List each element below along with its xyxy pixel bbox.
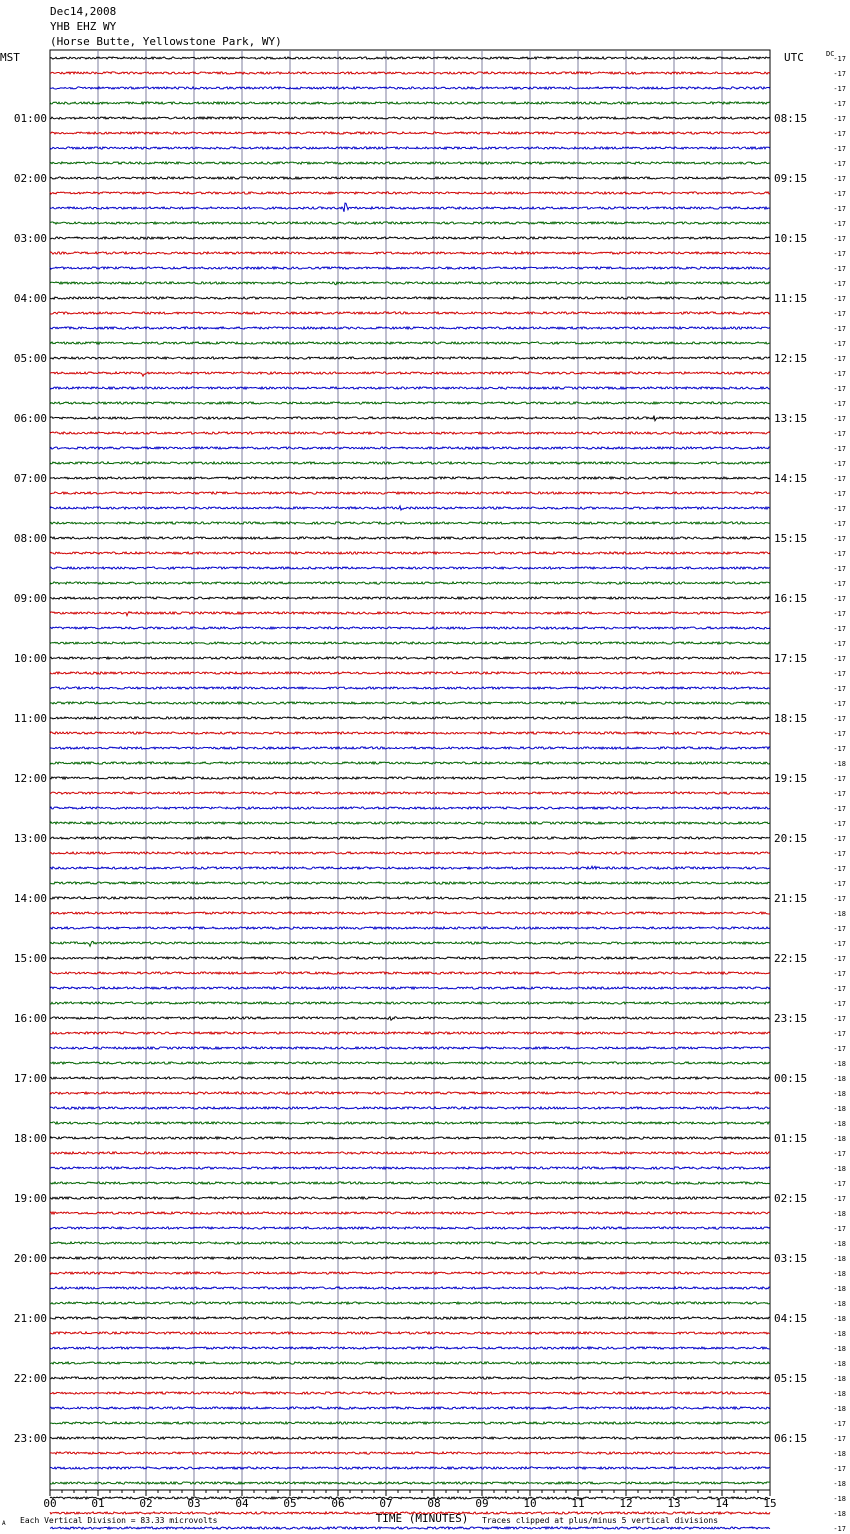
dc-offset-label: -18 [833, 1495, 846, 1503]
dc-offset-label: -18 [833, 910, 846, 918]
left-hour-label: 19:00 [13, 1192, 47, 1205]
right-hour-label: 02:15 [774, 1192, 808, 1205]
seismic-trace [50, 192, 770, 194]
seismic-trace [50, 627, 770, 629]
dc-offset-label: -17 [833, 445, 846, 453]
seismic-trace [50, 537, 770, 539]
dc-offset-label: -17 [833, 1000, 846, 1008]
dc-offset-label: -18 [833, 1375, 846, 1383]
dc-offset-label: -18 [833, 1360, 846, 1368]
dc-offset-label: -17 [833, 790, 846, 798]
dc-offset-label: -17 [833, 700, 846, 708]
right-hour-label: 13:15 [774, 412, 808, 425]
seismic-trace [50, 732, 770, 734]
dc-offset-label: -17 [833, 580, 846, 588]
right-hour-label: 23:15 [774, 1012, 808, 1025]
dc-offset-label: -17 [833, 550, 846, 558]
seismic-trace [50, 1332, 770, 1334]
seismic-trace [50, 642, 770, 644]
seismic-trace [50, 927, 770, 929]
seismic-trace [50, 506, 770, 510]
seismic-trace [50, 1212, 770, 1214]
seismic-trace [50, 957, 770, 959]
left-hour-label: 06:00 [13, 412, 47, 425]
x-tick-label: 12 [619, 1497, 633, 1510]
left-hour-label: 05:00 [13, 352, 47, 365]
dc-offset-label: -18 [833, 1390, 846, 1398]
seismic-trace [50, 1152, 770, 1154]
dc-offset-label: -18 [833, 1270, 846, 1278]
seismic-trace [50, 777, 770, 779]
seismic-trace [50, 1077, 770, 1079]
seismic-trace [50, 1467, 770, 1469]
seismic-trace [50, 672, 770, 674]
dc-offset-label: -17 [833, 610, 846, 618]
right-hour-label: 18:15 [774, 712, 808, 725]
dc-offset-label: -18 [833, 1090, 846, 1098]
seismic-trace [50, 1302, 770, 1304]
x-tick-label: 08 [427, 1497, 441, 1510]
dc-offset-label: -17 [833, 160, 846, 168]
x-tick-label: 02 [139, 1497, 153, 1510]
seismic-trace [50, 1137, 770, 1139]
right-hour-label: 17:15 [774, 652, 808, 665]
right-hour-label: 15:15 [774, 532, 808, 545]
seismic-trace [50, 702, 770, 704]
left-hour-label: 23:00 [13, 1432, 47, 1445]
seismic-trace [50, 837, 770, 839]
left-hour-label: 22:00 [13, 1372, 47, 1385]
seismic-trace [50, 972, 770, 974]
right-hour-label: 08:15 [774, 112, 808, 125]
dc-offset-label: -18 [833, 1315, 846, 1323]
seismic-trace [50, 267, 770, 269]
dc-offset-label: -17 [833, 685, 846, 693]
x-tick-label: 07 [379, 1497, 393, 1510]
dc-offset-label: -17 [833, 325, 846, 333]
right-hour-label: 21:15 [774, 892, 808, 905]
seismic-trace [50, 1347, 770, 1349]
dc-offset-label: -17 [833, 640, 846, 648]
dc-offset-label: -17 [833, 895, 846, 903]
seismic-trace [50, 1182, 770, 1184]
dc-offset-label: -17 [833, 265, 846, 273]
dc-offset-label: -17 [833, 715, 846, 723]
seismic-trace [50, 1017, 770, 1021]
dc-offset-label: -17 [833, 400, 846, 408]
dc-offset-label: -18 [833, 1330, 846, 1338]
left-hour-label: 10:00 [13, 652, 47, 665]
dc-offset-label: -17 [833, 235, 846, 243]
dc-offset-label: -17 [833, 1465, 846, 1473]
right-hour-label: 05:15 [774, 1372, 808, 1385]
x-tick-label: 04 [235, 1497, 249, 1510]
seismic-trace [50, 687, 770, 689]
right-hour-label: 20:15 [774, 832, 808, 845]
seismic-trace [50, 987, 770, 989]
dc-offset-label: -17 [833, 1015, 846, 1023]
seismic-trace [50, 162, 770, 164]
seismic-trace [50, 1317, 770, 1319]
seismic-trace [50, 492, 770, 494]
dc-offset-label: -17 [833, 625, 846, 633]
x-tick-label: 13 [667, 1497, 681, 1510]
dc-offset-label: -18 [833, 1165, 846, 1173]
plot-frame [50, 50, 770, 1490]
seismic-trace [50, 792, 770, 794]
seismic-trace [50, 1092, 770, 1094]
left-hour-label: 04:00 [13, 292, 47, 305]
left-hour-label: 03:00 [13, 232, 47, 245]
right-hour-label: 00:15 [774, 1072, 808, 1085]
seismic-trace [50, 1197, 770, 1199]
seismic-trace [50, 252, 770, 255]
seismic-trace [50, 582, 770, 584]
seismic-trace [50, 57, 770, 59]
right-hour-label: 16:15 [774, 592, 808, 605]
dc-offset-label: -17 [833, 865, 846, 873]
dc-offset-label: -18 [833, 1285, 846, 1293]
right-hour-label: 03:15 [774, 1252, 808, 1265]
left-hour-label: 18:00 [13, 1132, 47, 1145]
dc-offset-label: -18 [833, 1405, 846, 1413]
x-tick-label: 09 [475, 1497, 489, 1510]
dc-offset-label: -17 [833, 985, 846, 993]
dc-offset-label: -17 [833, 1180, 846, 1188]
dc-offset-label: -17 [833, 175, 846, 183]
dc-offset-label: -17 [833, 115, 846, 123]
station-id: YHB EHZ WY [50, 20, 117, 33]
seismic-trace [50, 387, 770, 389]
dc-offset-label: -17 [833, 145, 846, 153]
dc-header: DC [826, 50, 835, 58]
left-hour-label: 11:00 [13, 712, 47, 725]
seismic-trace [50, 222, 770, 224]
dc-offset-label: -17 [833, 970, 846, 978]
dc-offset-label: -17 [833, 70, 846, 78]
seismic-trace [50, 1107, 770, 1109]
right-hour-label: 11:15 [774, 292, 808, 305]
dc-offset-label: -17 [833, 880, 846, 888]
dc-offset-label: -17 [833, 415, 846, 423]
seismic-trace [50, 72, 770, 74]
seismic-trace [50, 897, 770, 899]
seismic-trace [50, 357, 770, 359]
seismic-trace [50, 1002, 770, 1004]
dc-offset-label: -17 [833, 370, 846, 378]
dc-offset-label: -18 [833, 1450, 846, 1458]
seismic-trace [50, 312, 770, 314]
dc-offset-label: -18 [833, 1060, 846, 1068]
x-tick-label: 05 [283, 1497, 297, 1510]
left-hour-label: 15:00 [13, 952, 47, 965]
x-tick-label: 06 [331, 1497, 345, 1510]
seismic-trace [50, 1362, 770, 1364]
seismic-trace [50, 432, 770, 434]
seismic-trace [50, 522, 770, 524]
seismic-trace [50, 102, 770, 104]
corner-mark: A [2, 1520, 6, 1527]
dc-offset-label: -17 [833, 655, 846, 663]
seismic-trace [50, 882, 770, 884]
dc-offset-label: -17 [833, 340, 846, 348]
x-tick-label: 14 [715, 1497, 729, 1510]
dc-offset-label: -18 [833, 1480, 846, 1488]
dc-offset-label: -17 [833, 535, 846, 543]
dc-offset-label: -17 [833, 430, 846, 438]
seismic-trace [50, 866, 770, 869]
seismic-trace [50, 117, 770, 119]
seismic-trace [50, 612, 770, 616]
right-hour-label: 09:15 [774, 172, 808, 185]
right-hour-label: 10:15 [774, 232, 808, 245]
dc-offset-label: -17 [833, 55, 846, 63]
left-hour-label: 17:00 [13, 1072, 47, 1085]
dc-offset-label: -17 [833, 745, 846, 753]
dc-offset-label: -17 [833, 1045, 846, 1053]
right-hour-label: 01:15 [774, 1132, 808, 1145]
seismic-trace [50, 132, 770, 134]
seismic-trace [50, 1437, 770, 1439]
dc-offset-label: -17 [833, 775, 846, 783]
dc-offset-label: -17 [833, 595, 846, 603]
dc-offset-label: -17 [833, 1435, 846, 1443]
dc-offset-label: -18 [833, 1105, 846, 1113]
seismic-trace [50, 747, 770, 749]
x-tick-label: 15 [763, 1497, 777, 1510]
seismic-trace [50, 1482, 770, 1484]
left-hour-label: 07:00 [13, 472, 47, 485]
dc-offset-label: -17 [833, 1150, 846, 1158]
seismic-trace [50, 477, 770, 479]
dc-offset-label: -18 [833, 1300, 846, 1308]
dc-offset-label: -17 [833, 850, 846, 858]
vertical-scale-note: Each Vertical Division = 83.33 microvolts [20, 1516, 218, 1525]
seismic-trace [50, 447, 770, 449]
seismic-trace [50, 1257, 770, 1259]
seismic-trace [50, 1527, 770, 1529]
seismic-trace [50, 822, 770, 824]
dc-offset-label: -17 [833, 520, 846, 528]
left-hour-label: 16:00 [13, 1012, 47, 1025]
dc-offset-label: -17 [833, 295, 846, 303]
dc-offset-label: -17 [833, 100, 846, 108]
left-hour-label: 08:00 [13, 532, 47, 545]
seismic-trace [50, 717, 770, 719]
dc-offset-label: -18 [833, 1135, 846, 1143]
dc-offset-label: -17 [833, 805, 846, 813]
dc-offset-label: -18 [833, 1075, 846, 1083]
seismic-trace [50, 1497, 770, 1499]
dc-offset-label: -18 [833, 1210, 846, 1218]
dc-offset-label: -17 [833, 835, 846, 843]
seismic-trace [50, 552, 770, 554]
dc-offset-label: -17 [833, 820, 846, 828]
right-hour-label: 06:15 [774, 1432, 808, 1445]
seismic-trace [50, 282, 770, 285]
right-hour-label: 22:15 [774, 952, 808, 965]
seismic-trace [50, 1407, 770, 1409]
dc-offset-label: -17 [833, 355, 846, 363]
dc-offset-label: -17 [833, 1195, 846, 1203]
seismic-trace [50, 1227, 770, 1229]
seismic-trace [50, 1242, 770, 1244]
left-hour-label: 14:00 [13, 892, 47, 905]
seismic-trace [50, 297, 770, 299]
left-hour-label: 21:00 [13, 1312, 47, 1325]
dc-offset-label: -18 [833, 1345, 846, 1353]
right-hour-label: 04:15 [774, 1312, 808, 1325]
dc-offset-label: -17 [833, 940, 846, 948]
dc-offset-label: -17 [833, 955, 846, 963]
seismic-trace [50, 402, 770, 404]
left-hour-label: 20:00 [13, 1252, 47, 1265]
dc-offset-label: -17 [833, 1225, 846, 1233]
seismic-trace [50, 1392, 770, 1394]
x-tick-label: 11 [571, 1497, 585, 1510]
dc-offset-label: -17 [833, 670, 846, 678]
left-hour-label: 12:00 [13, 772, 47, 785]
seismic-trace [50, 1377, 770, 1379]
seismic-trace [50, 1422, 770, 1424]
dc-offset-label: -18 [833, 760, 846, 768]
clipping-note: Traces clipped at plus/minus 5 vertical divisions [482, 1516, 719, 1525]
seismic-trace [50, 657, 770, 659]
dc-offset-label: -17 [833, 280, 846, 288]
right-hour-label: 19:15 [774, 772, 808, 785]
seismic-trace [50, 1287, 770, 1289]
x-tick-label: 10 [523, 1497, 537, 1510]
dc-offset-label: -17 [833, 85, 846, 93]
dc-offset-label: -18 [833, 1255, 846, 1263]
dc-offset-label: -17 [833, 460, 846, 468]
x-tick-label: 03 [187, 1497, 201, 1510]
dc-offset-label: -18 [833, 1120, 846, 1128]
left-hour-label: 09:00 [13, 592, 47, 605]
seismic-trace [50, 912, 770, 914]
seismic-trace [50, 416, 770, 421]
seismic-trace [50, 177, 770, 179]
x-tick-label: 00 [43, 1497, 57, 1510]
right-hour-label: 14:15 [774, 472, 808, 485]
seismic-trace [50, 762, 770, 765]
seismic-trace [50, 941, 770, 946]
seismic-trace [50, 1122, 770, 1124]
seismic-trace [50, 462, 770, 464]
dc-offset-label: -18 [833, 1240, 846, 1248]
dc-offset-label: -17 [833, 310, 846, 318]
seismic-trace [50, 807, 770, 809]
dc-offset-label: -17 [833, 505, 846, 513]
seismic-trace [50, 1452, 770, 1454]
dc-offset-label: -17 [833, 190, 846, 198]
seismic-trace [50, 87, 770, 89]
dc-offset-label: -17 [833, 220, 846, 228]
right-hour-label: 12:15 [774, 352, 808, 365]
seismic-trace [50, 147, 770, 149]
dc-offset-label: -17 [833, 385, 846, 393]
seismic-trace [50, 1062, 770, 1064]
dc-offset-label: -17 [833, 730, 846, 738]
seismic-trace [50, 567, 770, 569]
dc-offset-label: -18 [833, 1510, 846, 1518]
dc-offset-label: -17 [833, 925, 846, 933]
seismic-trace [50, 1272, 770, 1274]
x-tick-label: 01 [91, 1497, 105, 1510]
dc-offset-label: -17 [833, 130, 846, 138]
seismic-trace [50, 342, 770, 344]
left-hour-label: 02:00 [13, 172, 47, 185]
dc-offset-label: -17 [833, 250, 846, 258]
left-hour-label: 01:00 [13, 112, 47, 125]
dc-offset-label: -17 [833, 1030, 846, 1038]
seismic-trace [50, 327, 770, 329]
seismic-trace [50, 1167, 770, 1169]
left-hour-label: 13:00 [13, 832, 47, 845]
seismic-trace [50, 852, 770, 854]
dc-offset-label: -17 [833, 205, 846, 213]
left-timezone-label: MST [0, 51, 20, 64]
seismic-trace [50, 1032, 770, 1034]
seismic-trace [50, 203, 770, 212]
dc-offset-label: -17 [833, 475, 846, 483]
dc-offset-label: -17 [833, 1525, 846, 1533]
seismic-trace [50, 1047, 770, 1049]
dc-offset-label: -17 [833, 565, 846, 573]
x-axis-title: TIME (MINUTES) [375, 1512, 469, 1525]
seismic-trace [50, 237, 770, 239]
seismic-trace [50, 597, 770, 599]
dc-offset-label: -17 [833, 490, 846, 498]
station-location: (Horse Butte, Yellowstone Park, WY) [50, 35, 282, 48]
seismic-trace [50, 372, 770, 376]
dc-offset-label: -17 [833, 1420, 846, 1428]
right-timezone-label: UTC [784, 51, 804, 64]
chart-date: Dec14,2008 [50, 5, 117, 18]
